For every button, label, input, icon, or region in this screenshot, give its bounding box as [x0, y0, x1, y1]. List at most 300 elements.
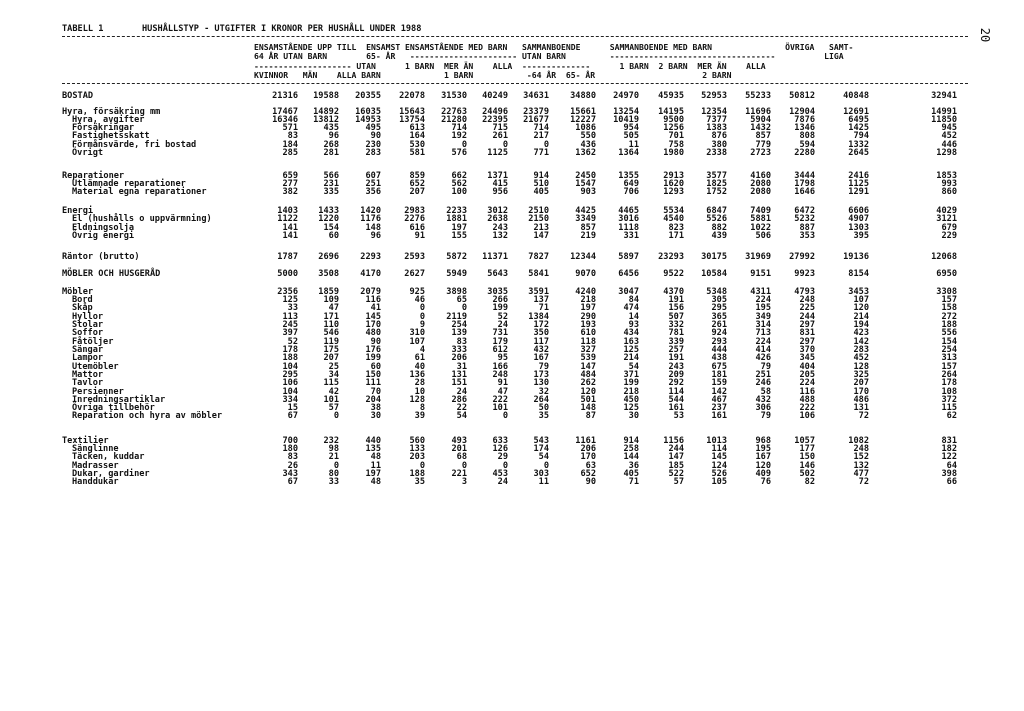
table-cell: 159: [711, 378, 727, 388]
table-cell: 882: [711, 223, 727, 233]
table-cell: 452: [853, 353, 869, 363]
table-cell: 48: [370, 452, 381, 462]
table-cell: 6950: [936, 269, 957, 279]
table-cell: 9500: [663, 115, 684, 125]
table-cell: 207: [853, 378, 869, 388]
table-cell: 167: [755, 452, 771, 462]
table-cell: 758: [668, 140, 684, 150]
header-row-4: KVINNOR MÄN ALLA BARN 1 BARN -64 ÅR 65- ÅR 2 BARN: [254, 70, 732, 80]
table-cell: 79: [760, 411, 771, 421]
table-cell: 195: [755, 303, 771, 313]
table-cell: 423: [853, 328, 869, 338]
table-cell: 188: [282, 353, 298, 363]
table-cell: 507: [668, 312, 684, 322]
table-cell: 290: [580, 312, 596, 322]
table-cell: 1859: [318, 287, 339, 297]
table-cell: 0: [502, 461, 508, 471]
table-cell: 182: [941, 444, 957, 454]
table-cell: 66: [946, 477, 957, 487]
row-label: Täcken, kuddar: [72, 452, 145, 462]
table-cell: 203: [409, 452, 425, 462]
table-cell: 84: [628, 295, 639, 305]
table-cell: 794: [853, 131, 869, 141]
table-cell: 114: [668, 387, 684, 397]
table-cell: 11: [628, 140, 639, 150]
table-cell: 139: [451, 328, 467, 338]
table-cell: 297: [799, 320, 815, 330]
table-cell: 31: [456, 362, 467, 372]
table-cell: 4240: [575, 287, 596, 297]
table-cell: 40848: [843, 91, 869, 101]
table-cell: 293: [711, 337, 727, 347]
table-cell: 5897: [618, 252, 639, 262]
table-cell: 170: [365, 320, 381, 330]
table-cell: 161: [711, 411, 727, 421]
table-cell: 24970: [613, 91, 639, 101]
table-cell: 237: [711, 403, 727, 413]
table-cell: 1086: [575, 123, 596, 133]
table-cell: 231: [323, 179, 339, 189]
table-cell: 106: [282, 378, 298, 388]
table-cell: 566: [323, 171, 339, 181]
table-cell: 154: [323, 223, 339, 233]
table-cell: 1364: [618, 148, 639, 158]
table-cell: 36: [628, 461, 639, 471]
table-cell: 35: [538, 411, 549, 421]
table-cell: 0: [461, 140, 467, 150]
table-cell: 173: [533, 370, 549, 380]
table-cell: 295: [282, 370, 298, 380]
table-cell: 101: [323, 395, 339, 405]
table-cell: 0: [543, 140, 549, 150]
table-cell: 64: [946, 461, 957, 471]
table-cell: 82: [804, 477, 815, 487]
table-cell: 101: [492, 403, 508, 413]
table-cell: 3508: [318, 269, 339, 279]
table-cell: 114: [711, 444, 727, 454]
table-cell: 404: [799, 362, 815, 372]
row-label: Fastighetsskatt: [72, 131, 150, 141]
table-cell: 47: [497, 387, 508, 397]
table-cell: 222: [799, 403, 815, 413]
table-cell: 0: [333, 461, 339, 471]
table-cell: 3308: [936, 287, 957, 297]
table-cell: 248: [492, 370, 508, 380]
table-cell: 581: [409, 148, 425, 158]
row-label: Mattor: [72, 370, 104, 380]
table-cell: 13754: [399, 115, 425, 125]
top-rule: [62, 36, 968, 37]
table-cell: 201: [451, 444, 467, 454]
table-cell: 450: [623, 395, 639, 405]
table-cell: 113: [282, 312, 298, 322]
table-cell: 197: [580, 303, 596, 313]
table-cell: 24: [497, 477, 508, 487]
table-cell: 90: [370, 131, 381, 141]
table-cell: 67: [287, 477, 298, 487]
table-cell: 248: [799, 295, 815, 305]
table-cell: 35: [414, 477, 425, 487]
table-cell: 502: [799, 469, 815, 479]
table-cell: 147: [533, 231, 549, 241]
table-cell: 2983: [404, 206, 425, 216]
table-cell: 108: [941, 387, 957, 397]
table-cell: 5872: [446, 252, 467, 262]
table-cell: 199: [492, 303, 508, 313]
table-cell: 41: [370, 303, 381, 313]
table-cell: 83: [456, 337, 467, 347]
table-cell: 857: [580, 223, 596, 233]
table-cell: 409: [755, 469, 771, 479]
table-cell: 370: [799, 345, 815, 355]
row-label: Reparationer: [62, 171, 125, 181]
table-cell: 117: [533, 337, 549, 347]
table-cell: 14195: [658, 107, 684, 117]
table-cell: 2233: [446, 206, 467, 216]
table-cell: 68: [456, 452, 467, 462]
table-cell: 16346: [272, 115, 298, 125]
row-label: Soffor: [72, 328, 104, 338]
table-cell: 1980: [663, 148, 684, 158]
table-cell: 501: [580, 395, 596, 405]
table-cell: 141: [282, 231, 298, 241]
table-cell: 436: [580, 140, 596, 150]
table-cell: 27992: [789, 252, 815, 262]
table-cell: 141: [282, 223, 298, 233]
table-cell: 248: [853, 444, 869, 454]
table-cell: 197: [365, 469, 381, 479]
table-cell: 432: [755, 395, 771, 405]
table-cell: 57: [328, 403, 339, 413]
table-cell: 261: [492, 131, 508, 141]
table-cell: 145: [365, 312, 381, 322]
table-cell: 180: [282, 444, 298, 454]
table-cell: 4029: [936, 206, 957, 216]
table-cell: 26: [287, 461, 298, 471]
table-cell: 52953: [701, 91, 727, 101]
table-cell: 132: [492, 231, 508, 241]
table-cell: 254: [451, 320, 467, 330]
table-cell: 63: [585, 461, 596, 471]
table-cell: 452: [941, 131, 957, 141]
table-cell: 546: [323, 328, 339, 338]
table-cell: 172: [533, 320, 549, 330]
table-cell: 34880: [570, 91, 596, 101]
table-cell: 4907: [848, 214, 869, 224]
table-cell: 439: [711, 231, 727, 241]
table-cell: 151: [451, 378, 467, 388]
table-cell: 857: [755, 131, 771, 141]
table-cell: 526: [711, 469, 727, 479]
table-cell: 706: [623, 187, 639, 197]
table-cell: 15661: [570, 107, 596, 117]
table-cell: 2276: [404, 214, 425, 224]
table-cell: 349: [755, 312, 771, 322]
table-cell: 1082: [848, 436, 869, 446]
table-cell: 150: [365, 370, 381, 380]
table-cell: 222: [492, 395, 508, 405]
table-cell: 10419: [613, 115, 639, 125]
table-cell: 62: [946, 411, 957, 421]
table-cell: 0: [543, 461, 549, 471]
table-cell: 254: [941, 345, 957, 355]
table-cell: 2356: [277, 287, 298, 297]
table-cell: 191: [668, 295, 684, 305]
table-cell: 633: [492, 436, 508, 446]
table-cell: 206: [580, 444, 596, 454]
table-cell: 453: [492, 469, 508, 479]
table-cell: 495: [365, 123, 381, 133]
table-cell: 6495: [848, 115, 869, 125]
table-cell: 477: [853, 469, 869, 479]
table-cell: 2510: [528, 206, 549, 216]
table-cell: 135: [365, 444, 381, 454]
table-cell: 22395: [482, 115, 508, 125]
table-cell: 12354: [701, 107, 727, 117]
table-cell: 40249: [482, 91, 508, 101]
table-cell: 8154: [848, 269, 869, 279]
row-label: Hyllor: [72, 312, 104, 322]
table-cell: 6606: [848, 206, 869, 216]
table-cell: 24496: [482, 107, 508, 117]
table-cell: 197: [451, 223, 467, 233]
table-cell: 415: [492, 179, 508, 189]
table-cell: 314: [755, 320, 771, 330]
table-cell: 9070: [575, 269, 596, 279]
table-cell: 2079: [360, 287, 381, 297]
table-cell: 4540: [663, 214, 684, 224]
table-cell: 120: [853, 303, 869, 313]
table-cell: 110: [323, 320, 339, 330]
table-cell: 9151: [750, 269, 771, 279]
table-cell: 33: [328, 477, 339, 487]
table-cell: 16035: [355, 107, 381, 117]
table-cell: 530: [409, 140, 425, 150]
table-cell: 550: [580, 131, 596, 141]
table-cell: 808: [799, 131, 815, 141]
table-cell: 98: [328, 444, 339, 454]
table-cell: 1298: [936, 148, 957, 158]
table-cell: 1383: [706, 123, 727, 133]
table-cell: 1125: [487, 148, 508, 158]
table-cell: 131: [853, 403, 869, 413]
table-cell: 4170: [360, 269, 381, 279]
table-cell: 21677: [523, 115, 549, 125]
table-cell: 155: [451, 231, 467, 241]
table-cell: 9: [419, 320, 425, 330]
table-cell: 194: [853, 320, 869, 330]
table-cell: 225: [799, 303, 815, 313]
table-cell: 115: [323, 378, 339, 388]
row-label: Övriga tillbehör: [72, 403, 155, 413]
table-cell: 771: [533, 148, 549, 158]
table-cell: 148: [365, 223, 381, 233]
table-cell: 522: [668, 469, 684, 479]
table-cell: 434: [623, 328, 639, 338]
table-cell: 2645: [848, 148, 869, 158]
table-cell: 7409: [750, 206, 771, 216]
table-cell: 3591: [528, 287, 549, 297]
table-cell: 175: [323, 345, 339, 355]
table-cell: 176: [365, 345, 381, 355]
table-cell: 1122: [277, 214, 298, 224]
table-cell: 914: [533, 171, 549, 181]
table-cell: 831: [799, 328, 815, 338]
table-cell: 214: [853, 312, 869, 322]
table-cell: 58: [760, 387, 771, 397]
table-cell: 244: [799, 312, 815, 322]
table-cell: 7876: [794, 115, 815, 125]
table-cell: 333: [451, 345, 467, 355]
table-cell: 779: [755, 140, 771, 150]
table-cell: 31530: [441, 91, 467, 101]
table-cell: 157: [941, 362, 957, 372]
table-cell: 701: [668, 131, 684, 141]
table-cell: 120: [755, 461, 771, 471]
table-cell: 659: [282, 171, 298, 181]
table-cell: 6472: [794, 206, 815, 216]
table-cell: 426: [755, 353, 771, 363]
table-cell: 14991: [931, 107, 957, 117]
table-cell: 12068: [931, 252, 957, 262]
table-cell: 713: [755, 328, 771, 338]
table-cell: 258: [623, 444, 639, 454]
table-cell: 295: [711, 303, 727, 313]
table-cell: 30175: [701, 252, 727, 262]
table-cell: 350: [533, 328, 549, 338]
table-cell: 205: [799, 370, 815, 380]
row-label: Textilier: [62, 436, 109, 446]
table-cell: 65: [456, 295, 467, 305]
table-cell: 1881: [446, 214, 467, 224]
table-cell: 714: [533, 123, 549, 133]
table-cell: 60: [328, 231, 339, 241]
table-cell: 1432: [750, 123, 771, 133]
table-cell: 209: [668, 370, 684, 380]
table-cell: 2450: [575, 171, 596, 181]
table-cell: 327: [580, 345, 596, 355]
table-cell: 22078: [399, 91, 425, 101]
table-cell: 1303: [848, 223, 869, 233]
table-cell: 3121: [936, 214, 957, 224]
table-cell: 484: [580, 370, 596, 380]
table-cell: 3349: [575, 214, 596, 224]
table-cell: 859: [409, 171, 425, 181]
table-cell: 142: [853, 337, 869, 347]
table-cell: 28: [414, 378, 425, 388]
table-cell: 5881: [750, 214, 771, 224]
table-cell: 13254: [613, 107, 639, 117]
table-cell: 232: [323, 436, 339, 446]
row-label: Sängar: [72, 345, 104, 355]
table-cell: 193: [580, 320, 596, 330]
table-cell: 488: [799, 395, 815, 405]
table-cell: 251: [365, 179, 381, 189]
table-cell: 257: [668, 345, 684, 355]
table-cell: 199: [623, 378, 639, 388]
table-cell: 493: [451, 436, 467, 446]
table-cell: 166: [492, 362, 508, 372]
table-cell: 53: [673, 411, 684, 421]
table-cell: 1620: [663, 179, 684, 189]
table-cell: 831: [941, 436, 957, 446]
table-cell: 3: [461, 477, 467, 487]
table-cell: 432: [533, 345, 549, 355]
table-cell: 285: [282, 148, 298, 158]
row-label: Madrasser: [72, 461, 119, 471]
table-cell: 95: [497, 353, 508, 363]
table-cell: 1125: [848, 179, 869, 189]
table-cell: 11850: [931, 115, 957, 125]
table-cell: 52: [497, 312, 508, 322]
table-cell: 204: [365, 395, 381, 405]
table-cell: 96: [328, 131, 339, 141]
table-cell: 188: [409, 469, 425, 479]
table-cell: 245: [282, 320, 298, 330]
table-cell: 1403: [277, 206, 298, 216]
table-cell: 50812: [789, 91, 815, 101]
table-cell: 903: [580, 187, 596, 197]
table-cell: 2080: [750, 187, 771, 197]
table-cell: 83: [287, 452, 298, 462]
table-cell: 178: [941, 378, 957, 388]
row-label: Hyra, avgifter: [72, 115, 145, 125]
table-cell: 21316: [272, 91, 298, 101]
header-row-2: 64 ÅR UTAN BARN 65- ÅR ---------------------- UTAN BARN ---------------------------------- LIGA: [254, 51, 844, 61]
table-cell: 87: [585, 411, 596, 421]
table-cell: 128: [853, 362, 869, 372]
table-cell: 731: [492, 328, 508, 338]
table-cell: 20355: [355, 91, 381, 101]
table-cell: 3453: [848, 287, 869, 297]
table-cell: 154: [941, 337, 957, 347]
table-cell: 613: [409, 123, 425, 133]
table-cell: 505: [623, 131, 639, 141]
table-cell: 474: [623, 303, 639, 313]
table-cell: 50: [538, 403, 549, 413]
table-cell: 243: [668, 362, 684, 372]
table-cell: 1787: [277, 252, 298, 262]
table-cell: 206: [451, 353, 467, 363]
table-cell: 3898: [446, 287, 467, 297]
table-cell: 24: [456, 387, 467, 397]
table-cell: 1384: [528, 312, 549, 322]
table-cell: 1156: [663, 436, 684, 446]
table-cell: 120: [580, 387, 596, 397]
table-cell: 924: [711, 328, 727, 338]
table-cell: 14: [628, 312, 639, 322]
table-cell: 353: [799, 231, 815, 241]
table-cell: 700: [282, 436, 298, 446]
row-label: Handdukar: [72, 477, 119, 487]
table-cell: 47: [328, 303, 339, 313]
table-cell: 24: [497, 320, 508, 330]
row-label: Persienner: [72, 387, 124, 397]
table-cell: 4425: [575, 206, 596, 216]
table-cell: 15: [287, 403, 298, 413]
table-cell: 5348: [706, 287, 727, 297]
table-cell: 543: [533, 436, 549, 446]
table-cell: 303: [533, 469, 549, 479]
table-cell: 111: [365, 378, 381, 388]
table-cell: 8: [419, 403, 425, 413]
row-label: El (hushålls o uppvärmning): [72, 214, 212, 224]
table-cell: 119: [323, 337, 339, 347]
table-cell: 130: [533, 378, 549, 388]
header-row-1: ENSAMSTÅENDE UPP TILL ENSAMST ENSAMSTÅENDE MED BARN SAMMANBOENDE SAMMANBOENDE MED BARN ÖVRIGA SAMT-: [254, 42, 854, 52]
table-cell: 207: [409, 187, 425, 197]
table-cell: 993: [941, 179, 957, 189]
